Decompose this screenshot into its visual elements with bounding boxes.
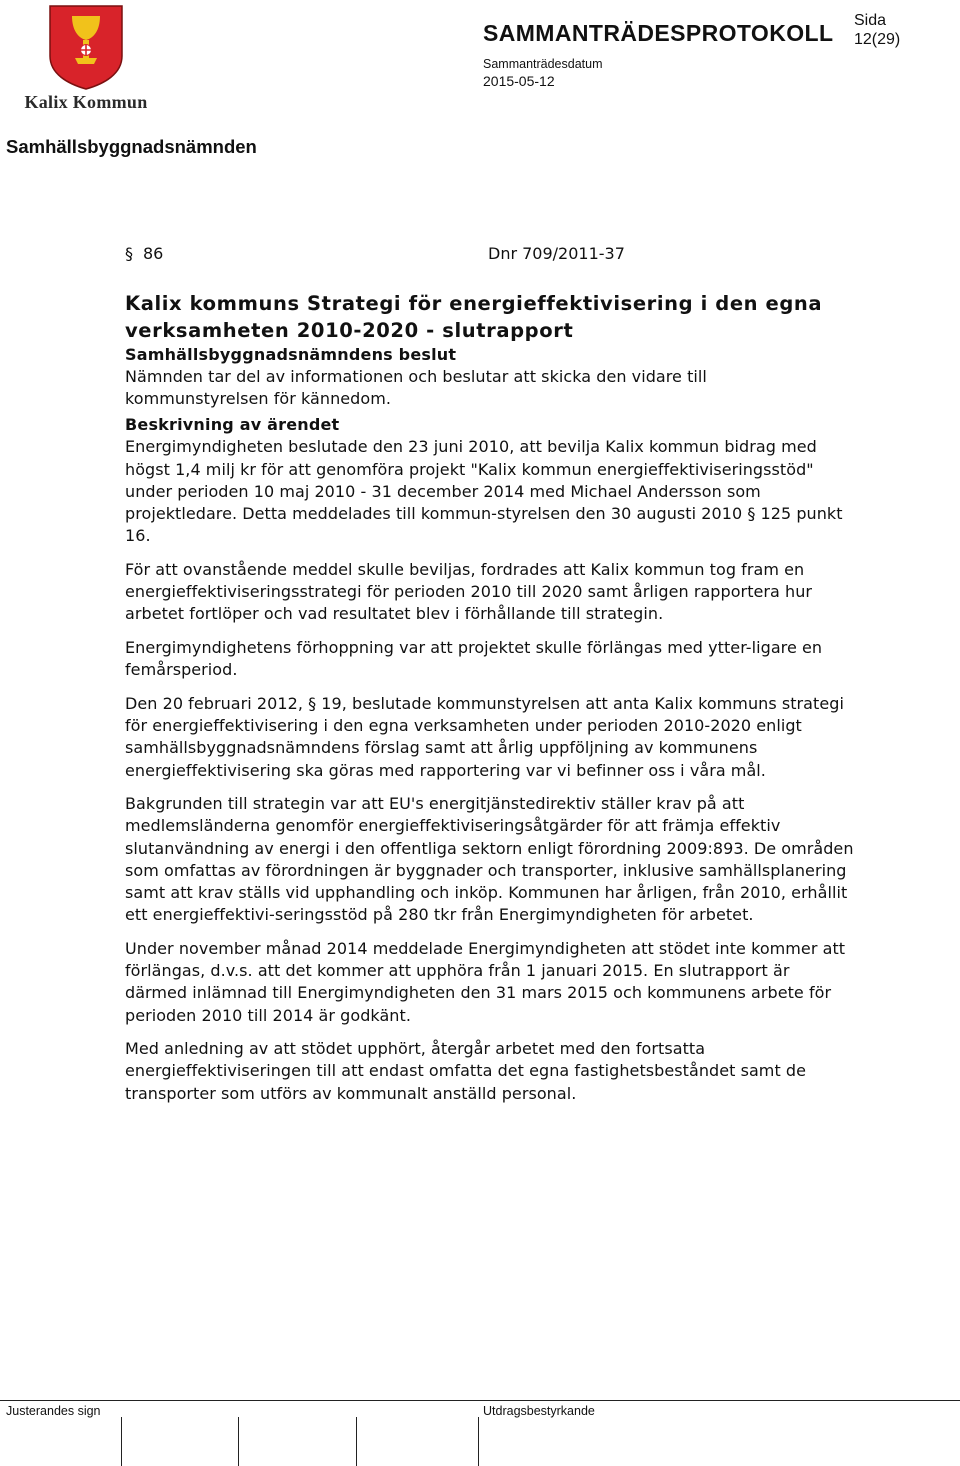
document-title: SAMMANTRÄDESPROTOKOLL	[483, 20, 834, 46]
section-title: Kalix kommuns Strategi för energieffektivisering i den egna verksamheten 2010-2020 - slutrapport	[125, 292, 823, 342]
certification-label: Utdragsbestyrkande	[483, 1404, 595, 1418]
signature-label: Justerandes sign	[6, 1404, 101, 1418]
meeting-date-label: Sammanträdesdatum	[483, 57, 603, 71]
description-heading: Beskrivning av ärendet	[125, 415, 340, 435]
body-paragraph: Med anledning av att stödet upphört, återgår arbetet med den fortsatta energieffektiviseringen till att endast omfatta det egna fastighetsbeståndet samt de transporter som utförs av kommunalt anställd personal.	[125, 1039, 807, 1103]
diary-number: Dnr 709/2011-37	[488, 244, 625, 263]
signature-box-divider	[238, 1417, 239, 1466]
document-body	[125, 290, 855, 1105]
body-paragraph: Den 20 februari 2012, § 19, beslutade kommunstyrelsen att anta Kalix kommuns strategi för energieffektivisering i den egna verksamheten under perioden 2010-2020 enligt samhällsbyggnadsnämndens förslag samt att årlig uppföljning av kommunens energieffektivisering ska göras med rapportering var vi befinner oss i våra mål.	[125, 693, 844, 780]
signature-box-divider	[121, 1417, 122, 1466]
logo-text: Kalix Kommun	[24, 92, 148, 112]
signature-box-divider	[356, 1417, 357, 1466]
meeting-date: 2015-05-12	[483, 73, 555, 89]
body-paragraph: För att ovanstående meddel skulle beviljas, fordrades att Kalix kommun tog fram en energieffektiviseringsstrategi för perioden 2010 till 2020 samt årligen rapportera hur arbetet fortlöper och vad resultatet blev i förhållande till strategin.	[125, 559, 813, 624]
body-paragraph: Energimyndighetens förhoppning var att projektet skulle förlängas med ytter-ligare en femårsperiod.	[125, 638, 823, 680]
signature-box-divider	[478, 1417, 479, 1466]
body-paragraph: Under november månad 2014 meddelade Energimyndigheten att stödet inte kommer att förlängas, d.v.s. att det kommer att upphöra från 1 januari 2015. En slutrapport är därmed inlämnad till Energimyndigheten den 31 mars 2015 och kommunens arbete för perioden 2010 till 2014 är godkänt.	[125, 938, 846, 1025]
coat-of-arms-icon	[48, 4, 124, 90]
committee-name: Samhällsbyggnadsnämnden	[6, 136, 257, 157]
page-label: Sida	[854, 12, 887, 29]
page-number: 12(29)	[854, 31, 901, 48]
paragraph-number: 86	[143, 244, 164, 263]
paragraph-sign: §	[125, 244, 133, 263]
footer-divider	[0, 1400, 960, 1401]
body-paragraph: Bakgrunden till strategin var att EU's energitjänstedirektiv ställer krav på att medlemsländerna genomför energieffektiviseringsåtgärder för att främja effektiv slutanvändning av energi i den offentliga sektorn enligt förordning 2009:893. De områden som omfattas av förordningen är byggnader och transporter, inklusive samhällsplanering samt att krav ställs vid upphandling och inköp. Kommunen har årligen, från 2010, erhållit ett energieffektivi-seringsstöd på 280 tkr från Energimyndigheten för arbetet.	[125, 794, 854, 925]
kalix-kommun-logo	[14, 4, 158, 116]
body-paragraph: Energimyndigheten beslutade den 23 juni 2010, att bevilja Kalix kommun bidrag med högst 1,4 milj kr för att genomföra projekt "Kalix kommun energieffektiviseringsstöd" under perioden 10 maj 2010 - 31 december 2014 med Michael Andersson som projektledare. Detta meddelades till kommun-styrelsen den 30 augusti 2010 § 125 punkt 16.	[125, 437, 843, 546]
decision-heading: Samhällsbyggnadsnämndens beslut	[125, 345, 457, 364]
decision-text: Nämnden tar del av informationen och beslutar att skicka den vidare till kommunstyrelsen för kännedom.	[125, 367, 707, 409]
